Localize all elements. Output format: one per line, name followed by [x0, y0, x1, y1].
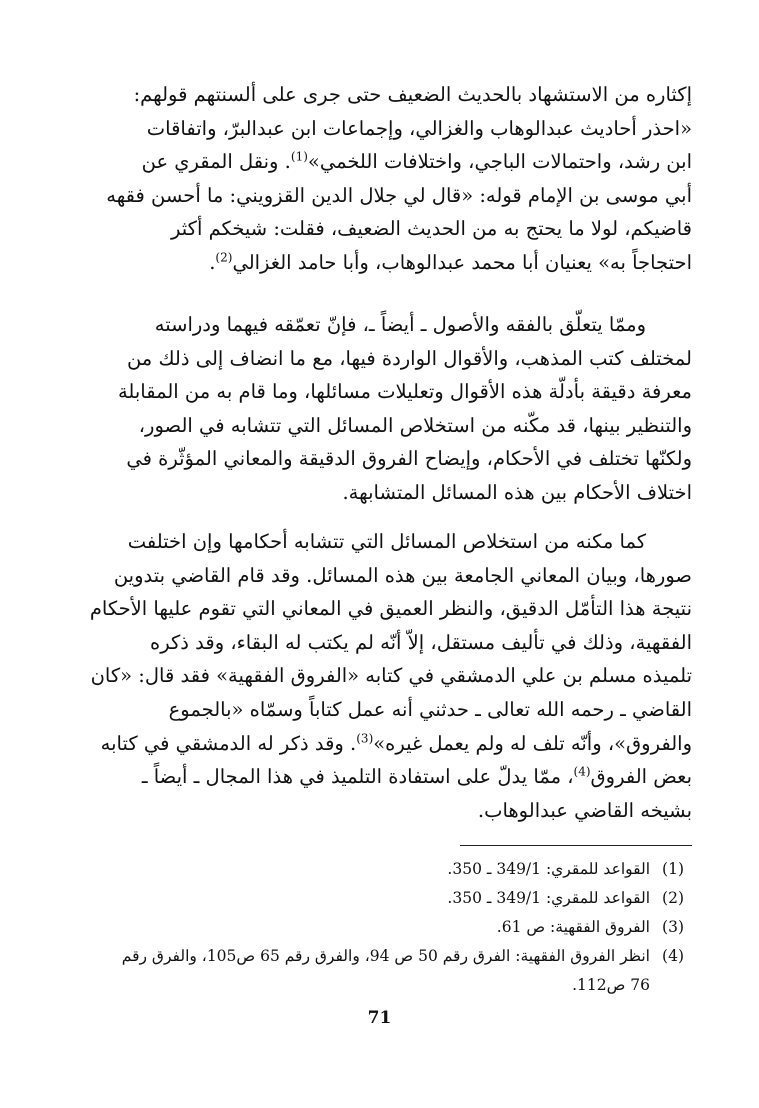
footnote-number: (4) [662, 947, 684, 965]
text-line: نتيجة هذا التأمّل الدقيق، والنظر العميق في المعاني التي تقوم عليها الأحكام [89, 597, 692, 621]
text-line: الفقهية، وذلك في تأليف مستقل، إلاّ أنّه لم يكتب له البقاء، وقد ذكره [150, 630, 692, 654]
text-line: والفروق»، وأنّه تلف له ولم يعمل غيره»$^{(3)}$. وقد ذكر له الدمشقي في كتابه [100, 731, 692, 755]
text-line: بعض الفروق$^{(4)}$، ممّا يدلّ على استفادة التلميذ في هذا المجال ـ أيضاً ـ [141, 764, 692, 789]
text-line: تلميذه مسلم بن علي الدمشقي في كتابه «الفروق الفقهية» فقد قال: «كان [90, 664, 692, 688]
footnotes [78, 855, 692, 1000]
text-line: بشيخه القاضي عبدالوهاب. [477, 798, 692, 822]
paragraph-2 [78, 308, 692, 510]
text-line: احتجاجاً به» يعنيان أبا محمد عبدالوهاب، وأبا حامد الغزالي$^{(2)}$. [209, 250, 692, 274]
text-line: كما مكنه من استخلاص المسائل التي تتشابه أحكامها وإن اختلفت [127, 530, 646, 553]
footnote-separator [460, 845, 692, 846]
footnote-ref[interactable]: (1) [290, 149, 308, 164]
text-line: والتنظير بينها، قد مكّنه من استخلاص المسائل التي تتشابه في الصور، [138, 413, 692, 437]
footnote-item: (3) الفروق الفقهية: ص 61. [78, 913, 692, 942]
footnote-ref[interactable]: (3) [356, 731, 374, 746]
text-line: القاضي ـ رحمه الله تعالى ـ حدثني أنه عمل كتاباً وسمّاه «بالجموع [168, 697, 692, 721]
footnote-item: (1) القواعد للمقري: 349/1 ـ 350. [78, 855, 692, 884]
footnote-ref[interactable]: (4) [573, 764, 591, 779]
page-number: 71 [367, 1008, 392, 1028]
text-line: ابن رشد، واحتمالات الباجي، واختلافات اللخمي»$^{(1)}$. ونقل المقري عن [141, 149, 692, 174]
text-line: وممّا يتعلّق بالفقه والأصول ـ أيضاً ـ، فإنّ تعمّقه فيهما ودراسته [154, 313, 646, 336]
paragraph-1 [78, 78, 692, 280]
footnote-number: (1) [662, 860, 684, 878]
footnote-item: (2) القواعد للمقري: 349/1 ـ 350. [78, 884, 692, 913]
text-line: «احذر أحاديث عبدالوهاب والغزالي، وإجماعات ابن عبدالبرّ، واتفاقات [146, 116, 692, 140]
text-line: معرفة دقيقة بأدلّة هذه الأقوال وتعليلات مسائلها، وما قام به من المقابلة [117, 380, 692, 404]
text-line: صورها، وبيان المعاني الجامعة بين هذه المسائل. وقد قام القاضي بتدوين [113, 563, 692, 587]
footnote-ref[interactable]: (2) [215, 250, 233, 265]
text-line: إكثاره من الاستشهاد بالحديث الضعيف حتى جرى على ألسنتهم قولهم: [133, 83, 692, 106]
footnote-number: (2) [662, 889, 684, 907]
paragraph-3 [78, 525, 692, 827]
footnote-continuation: 76 ص112. [572, 976, 650, 994]
text-line: قاضيكم، لولا ما يحتج به من الحديث الضعيف، فقلت: شيخكم أكثر [171, 217, 692, 241]
text-line: أبي موسى بن الإمام قوله: «قال لي جلال الدين القزويني: ما أحسن فقهه [106, 183, 692, 207]
text-line: ولكنّها تختلف في الأحكام، وإيضاح الفروق الدقيقة والمعاني المؤثّرة في [126, 447, 692, 471]
text-line: اختلاف الأحكام بين هذه المسائل المتشابهة. [342, 480, 692, 504]
footnote-item: (4) انظر الفروق الفقهية: الفرق رقم 50 ص 94، والفرق رقم 65 ص105، والفرق رقم [78, 942, 692, 971]
footnote-number: (3) [662, 918, 684, 936]
text-line: لمختلف كتب المذهب، والأقوال الواردة فيها، مع ما انضاف إلى ذلك من [126, 346, 692, 370]
